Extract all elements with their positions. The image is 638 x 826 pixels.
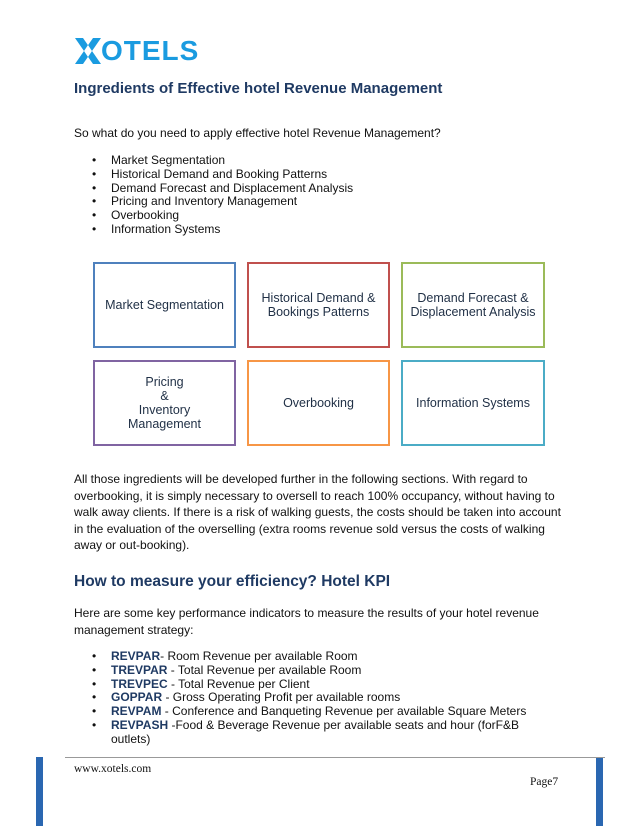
box-demand-forecast: Demand Forecast & Displacement Analysis xyxy=(401,262,545,348)
list-item: • Demand Forecast and Displacement Analysis xyxy=(92,182,353,196)
footer-left-bar xyxy=(36,757,43,826)
box-overbooking: Overbooking xyxy=(247,360,390,446)
list-item xyxy=(92,705,542,719)
intro-text: So what do you need to apply effective hotel Revenue Management? xyxy=(74,126,441,140)
logo-text: OTELS xyxy=(101,35,200,66)
list-item: • Information Systems xyxy=(92,223,353,237)
list-item xyxy=(92,678,542,692)
list-item: • Pricing and Inventory Management xyxy=(92,195,353,209)
kpi-abbr: REVPASH xyxy=(111,717,169,732)
list-item: • Historical Demand and Booking Patterns xyxy=(92,168,353,182)
footer-website-link[interactable]: www.xotels.com xyxy=(74,763,152,775)
box-information-systems: Information Systems xyxy=(401,360,545,446)
box-historical-demand: Historical Demand & Bookings Patterns xyxy=(247,262,390,348)
list-item xyxy=(92,719,542,747)
list-item xyxy=(92,664,542,678)
kpi-abbr: TREVPEC xyxy=(111,676,168,691)
list-item: • Overbooking xyxy=(92,209,353,223)
ingredients-list xyxy=(92,154,353,237)
overbooking-paragraph: All those ingredients will be developed further in the following sections. With regard to overbooking, it is simply necessary to oversell to reach 100% occupancy, without having to walk away clients. If there is a risk of walking guests, the costs should be taken into account in the evaluation of the overselling (extra rooms revenue sold versus the costs of walking away or out-booking). xyxy=(74,472,561,553)
kpi-desc: -Food & Beverage Revenue per available seats and hour (forF&B outlets) xyxy=(111,717,519,746)
kpi-abbr: GOPPAR xyxy=(111,690,163,705)
footer-divider xyxy=(65,757,605,758)
list-item xyxy=(92,691,542,705)
list-item: • Market Segmentation xyxy=(92,154,353,168)
list-item xyxy=(92,650,542,664)
kpi-desc: - Room Revenue per available Room xyxy=(160,649,358,663)
kpi-desc: - Total Revenue per available Room xyxy=(167,662,362,677)
kpi-abbr: TREVPAR xyxy=(111,662,168,677)
page-number: Page7 xyxy=(530,776,559,788)
kpi-desc: - Total Revenue per Client xyxy=(167,676,310,691)
section-heading-ingredients: Ingredients of Effective hotel Revenue Management xyxy=(74,80,443,97)
kpi-abbr: REVPAR xyxy=(111,649,161,663)
kpi-intro-text: Here are some key performance indicators to measure the results of your hotel revenue management strategy: xyxy=(74,606,539,637)
footer-right-bar xyxy=(596,757,603,826)
box-market-segmentation: Market Segmentation xyxy=(93,262,236,348)
kpi-abbr: REVPAM xyxy=(111,704,162,719)
box-pricing-inventory: Pricing & Inventory Management xyxy=(93,360,236,446)
kpi-list xyxy=(92,650,542,747)
kpi-desc: - Gross Operating Profit per available rooms xyxy=(162,690,401,705)
xotels-logo xyxy=(73,36,199,66)
section-heading-kpi: How to measure your efficiency? Hotel KPI xyxy=(74,573,391,590)
kpi-desc: - Conference and Banqueting Revenue per available Square Meters xyxy=(161,704,527,719)
logo-x-icon xyxy=(73,36,103,66)
